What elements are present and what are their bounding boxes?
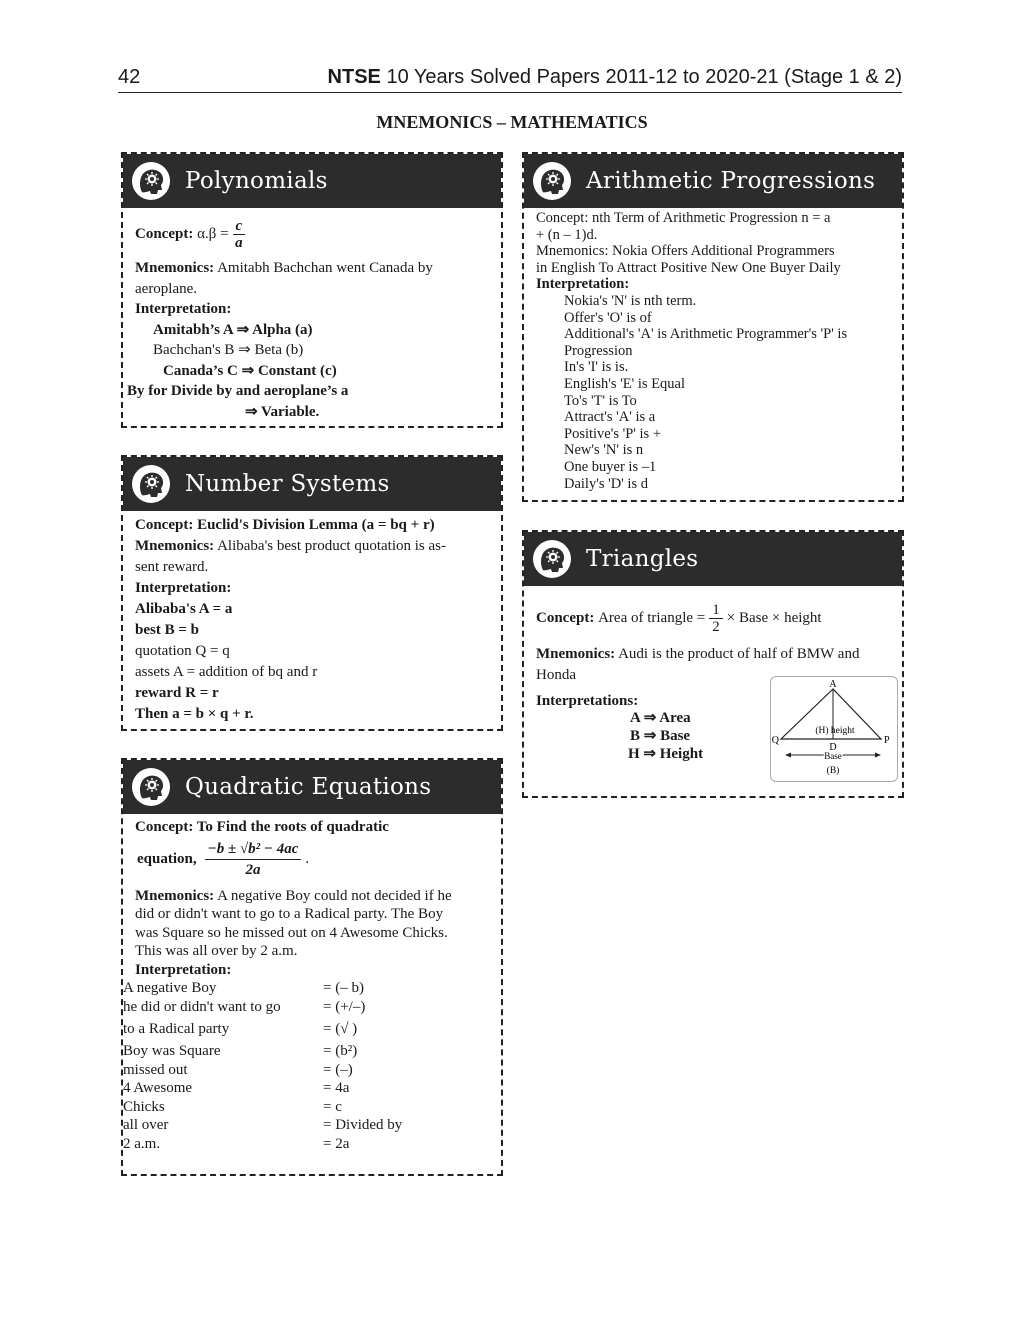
concept-line: Concept: To Find the roots of quadratic — [135, 819, 389, 835]
interp-left: Chicks — [123, 1098, 165, 1115]
interp-line: To's 'T' is To — [564, 392, 637, 409]
interp-line: Progression — [564, 342, 633, 359]
equation-label: equation, — [137, 851, 197, 868]
quadratic-formula — [205, 839, 302, 880]
interp-left: to a Radical party — [123, 1021, 230, 1037]
triangles-header — [524, 532, 902, 586]
interp-line: English's 'E' is Equal — [564, 375, 686, 392]
interp-line: Bachchan's B ⇒ Beta (b) — [153, 342, 304, 358]
interp-line: B ⇒ Base — [630, 728, 691, 744]
apex-label: A — [829, 679, 837, 690]
arithmetic-content — [524, 208, 902, 500]
concept-rest: × Base × height — [726, 609, 822, 626]
triangle-svg — [771, 677, 897, 781]
mnemonic-line-2: sent reward. — [135, 559, 209, 575]
mnemonic-line-2: in English To Attract Positive New One Buyer Daily — [536, 259, 841, 276]
interp-right: = (b²) — [323, 1043, 358, 1059]
height-label: (H) height — [815, 726, 855, 736]
interp-line: quotation Q = q — [135, 643, 230, 659]
mnemonic-line: Mnemonics: Audi is the product of half of BMW and — [536, 646, 860, 662]
mnemonic-line — [135, 258, 489, 279]
base-label: Base — [824, 751, 842, 761]
mnemonic-label: Mnemonics: — [135, 887, 215, 904]
mnemonic-line: was Square so he missed out on 4 Awesome Chicks. — [135, 924, 448, 941]
mnemonic-label: Mnemonics: — [536, 646, 616, 662]
interp-line: assets A = addition of bq and r — [135, 664, 318, 680]
interp-line: One buyer is –1 — [564, 458, 657, 475]
page-number: 42 — [118, 66, 141, 88]
polynomials-title: Polynomials — [185, 168, 328, 194]
mnemonic-line: Mnemonics: Nokia Offers Additional Programmers — [536, 243, 835, 260]
mnemonic-label: Mnemonics: — [135, 260, 215, 276]
interp-line: ⇒ Variable. — [245, 403, 320, 420]
interp-table — [123, 979, 489, 1153]
interpretation-label: Interpretation: — [536, 276, 630, 293]
interp-line: Attract's 'A' is a — [564, 409, 656, 426]
interp-left: missed out — [123, 1061, 188, 1078]
number-systems-content — [123, 511, 501, 733]
interp-line: In's 'I' is is. — [564, 359, 629, 376]
interp-line: Daily's 'D' is d — [564, 475, 648, 492]
interp-left: 4 Awesome — [123, 1080, 193, 1096]
base-sub-label: (B) — [826, 766, 840, 776]
right-vertex-label: P — [884, 735, 890, 746]
mnemonic-label: Mnemonics: — [135, 538, 215, 554]
interp-left: 2 a.m. — [123, 1135, 161, 1152]
interp-line: By for Divide by and aeroplane’s a — [127, 383, 349, 399]
brain-icon — [131, 161, 171, 201]
interp-right: = (–) — [323, 1061, 353, 1078]
arithmetic-title: Arithmetic Progressions — [586, 168, 876, 194]
polynomials-header — [123, 154, 501, 208]
interp-line: A ⇒ Area — [630, 710, 691, 726]
left-vertex-label: Q — [771, 735, 779, 746]
interp-left: A negative Boy — [123, 980, 217, 996]
triangles-content — [524, 586, 902, 776]
concept-fraction — [233, 218, 246, 251]
brain-icon — [131, 464, 171, 504]
interp-line: H ⇒ Height — [628, 746, 704, 762]
running-header-bold: NTSE — [327, 66, 381, 88]
running-header-rest: 10 Years Solved Papers 2011-12 to 2020-21 (Stage 1 & 2) — [380, 66, 902, 88]
formula-den: 2a — [245, 862, 261, 878]
foot-label: D — [829, 742, 837, 753]
mnemonic-text: Amitabh Bachchan went Canada by — [217, 260, 433, 276]
interp-right: = Divided by — [323, 1117, 403, 1133]
frac-num: c — [233, 218, 246, 235]
quadratic-title: Quadratic Equations — [185, 774, 432, 800]
mnemonic-line-2: aeroplane. — [135, 280, 198, 297]
half-fraction: $\frac{1}{2}$ — [709, 602, 723, 635]
concept-line: Concept: Euclid's Division Lemma (a = bq + r) — [135, 517, 435, 533]
brain-icon — [532, 539, 572, 579]
interp-line: New's 'N' is n — [564, 442, 644, 459]
interp-right: = (+/–) — [323, 998, 366, 1015]
base-arrow-right — [875, 753, 881, 758]
interpretation-label: Interpretations: — [536, 693, 639, 709]
interp-right: = 2a — [323, 1135, 350, 1152]
interpretation-label: Interpretation: — [135, 301, 232, 317]
quadratic-box — [121, 758, 503, 1176]
interp-line: Then a = b × q + r. — [135, 706, 254, 722]
header-rule — [118, 92, 902, 93]
interp-right: = (√ ) — [323, 1021, 358, 1037]
polynomials-content — [123, 208, 501, 430]
interp-line: Additional's 'A' is Arithmetic Programmer's 'P' is — [564, 326, 848, 343]
number-systems-box — [121, 455, 503, 731]
running-header — [328, 66, 902, 89]
number-systems-header — [123, 457, 501, 511]
interp-left: he did or didn't want to go — [123, 998, 281, 1015]
mnemonic-line: This was all over by 2 a.m. — [135, 943, 298, 959]
interp-right: = (– b) — [323, 980, 364, 996]
concept-line-2: + (n – 1)d. — [536, 226, 598, 243]
concept-lhs: α.β = — [197, 225, 229, 242]
formula-line — [135, 837, 489, 883]
arithmetic-box — [522, 152, 904, 502]
interpretation-label: Interpretation: — [135, 580, 232, 596]
triangle-diagram — [770, 676, 898, 782]
concept-label: Concept: — [536, 609, 595, 626]
base-arrow-left — [785, 753, 791, 758]
interp-left: all over — [123, 1117, 169, 1133]
mnemonic-line: Mnemonics: Alibaba's best product quotation is as- — [135, 538, 447, 554]
concept-line: Concept: Area of triangle = $\frac{1}{2}$ × Base × height — [536, 601, 822, 635]
interpretation-label: Interpretation: — [135, 961, 232, 978]
quadratic-content — [123, 814, 501, 1161]
mnemonic-line: did or didn't want to go to a Radical party. The Boy — [135, 906, 444, 922]
quadratic-header — [123, 760, 501, 814]
number-systems-title: Number Systems — [185, 471, 390, 497]
concept-line — [135, 214, 489, 254]
interp-line: Nokia's 'N' is nth term. — [564, 292, 697, 309]
arithmetic-header — [524, 154, 902, 208]
frac-den: a — [235, 234, 243, 251]
interp-line: Amitabh’s A ⇒ Alpha (a) — [153, 321, 313, 338]
interp-line: Offer's 'O' is of — [564, 309, 652, 326]
interp-line: Positive's 'P' is + — [564, 425, 661, 442]
brain-icon — [131, 767, 171, 807]
formula-end: . — [305, 851, 310, 868]
formula-num: −b ± √b² − 4ac — [205, 839, 302, 860]
interp-right: = c — [323, 1098, 342, 1115]
interp-left: Boy was Square — [123, 1043, 221, 1059]
concept-line: Concept: nth Term of Arithmetic Progression n = a — [536, 210, 831, 226]
triangles-box — [522, 530, 904, 798]
brain-icon — [532, 161, 572, 201]
triangles-title: Triangles — [586, 546, 699, 572]
interp-line: Canada’s C ⇒ Constant (c) — [163, 362, 337, 379]
mnemonic-line-2: Honda — [536, 666, 576, 683]
polynomials-box — [121, 152, 503, 428]
interp-line: reward R = r — [135, 685, 219, 701]
interp-line: best B = b — [135, 622, 199, 638]
page-title: MNEMONICS – MATHEMATICS — [376, 112, 648, 132]
interp-line: Alibaba's A = a — [135, 601, 233, 617]
mnemonic-line: Mnemonics: A negative Boy could not decided if he — [135, 887, 452, 904]
interp-right: = 4a — [323, 1080, 350, 1096]
concept-label: Concept: — [135, 225, 194, 242]
